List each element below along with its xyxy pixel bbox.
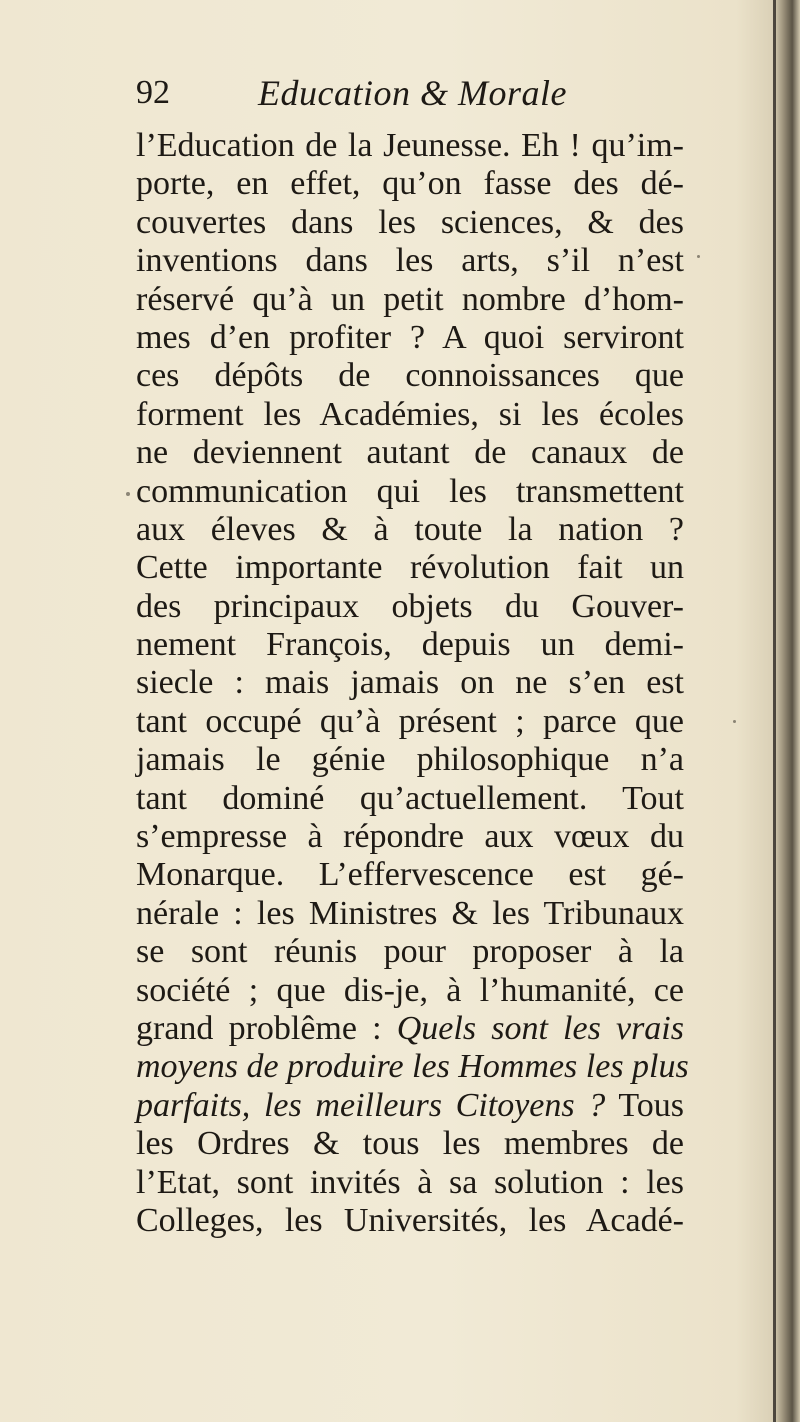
- text-italic: Quels sont les vrais: [396, 1009, 684, 1047]
- text-line: s’empresse à répondre aux vœux du: [136, 818, 684, 856]
- text-line: Colleges, les Universités, les Acadé-: [136, 1201, 684, 1239]
- text-line: l’Education de la Jeunesse. Eh ! qu’im-: [136, 127, 684, 164]
- page-header: [132, 66, 692, 118]
- text-line: ne deviennent autant de canaux de: [136, 434, 684, 472]
- text-line: inventions dans les arts, s’il n’est: [136, 242, 684, 280]
- text-line-italic: moyens de produire les Hommes les plus: [136, 1048, 689, 1086]
- page-number: 92: [136, 74, 170, 111]
- running-head: Education & Morale: [258, 73, 567, 113]
- text-line: nement François, depuis un demi-: [136, 626, 684, 664]
- text-line: communication qui les transmettent: [136, 472, 684, 510]
- text-italic: parfaits, les meilleurs Citoyens ?: [136, 1086, 606, 1124]
- text-line: tant dominé qu’actuellement. Tout: [136, 779, 684, 817]
- text-line: des principaux objets du Gouver-: [136, 587, 684, 625]
- page-edge: [773, 0, 776, 1422]
- text-line: ces dépôts de connoissances que: [136, 357, 684, 395]
- text-line: Monarque. L’effervescence est gé-: [136, 856, 684, 894]
- page-gutter: [774, 0, 800, 1422]
- ink-speck: [697, 255, 700, 258]
- text-line: réservé qu’à un petit nombre d’hom-: [136, 280, 684, 318]
- text-line: aux éleves & à toute la nation ?: [136, 510, 684, 548]
- text-line: nérale : les Ministres & les Tribunaux: [136, 894, 684, 932]
- text-line: tant occupé qu’à présent ; parce que: [136, 702, 684, 740]
- text-line: couvertes dans les sciences, & des: [136, 203, 684, 241]
- text-line: Cette importante révolution fait un: [136, 549, 684, 587]
- text-line: société ; que dis-je, à l’humanité, ce: [136, 971, 684, 1009]
- text-roman: grand problême :: [136, 1009, 397, 1047]
- ink-speck: [733, 720, 736, 723]
- text-line: forment les Académies, si les écoles: [136, 395, 684, 433]
- text-line-mixed: [136, 1010, 684, 1048]
- ink-speck: [126, 492, 130, 496]
- text-line: se sont réunis pour proposer à la: [136, 933, 684, 971]
- text-roman: Tous: [605, 1086, 685, 1124]
- text-line: mes d’en profiter ? A quoi serviront: [136, 318, 684, 356]
- text-line: siecle : mais jamais on ne s’en est: [136, 664, 684, 702]
- body-text: [136, 127, 689, 1240]
- text-line: jamais le génie philosophique n’a: [136, 741, 684, 779]
- text-line: les Ordres & tous les membres de: [136, 1125, 684, 1163]
- text-line: l’Etat, sont invités à sa solution : les: [136, 1163, 684, 1201]
- text-line: porte, en effet, qu’on fasse des dé-: [136, 165, 684, 203]
- text-line-mixed: [136, 1087, 684, 1125]
